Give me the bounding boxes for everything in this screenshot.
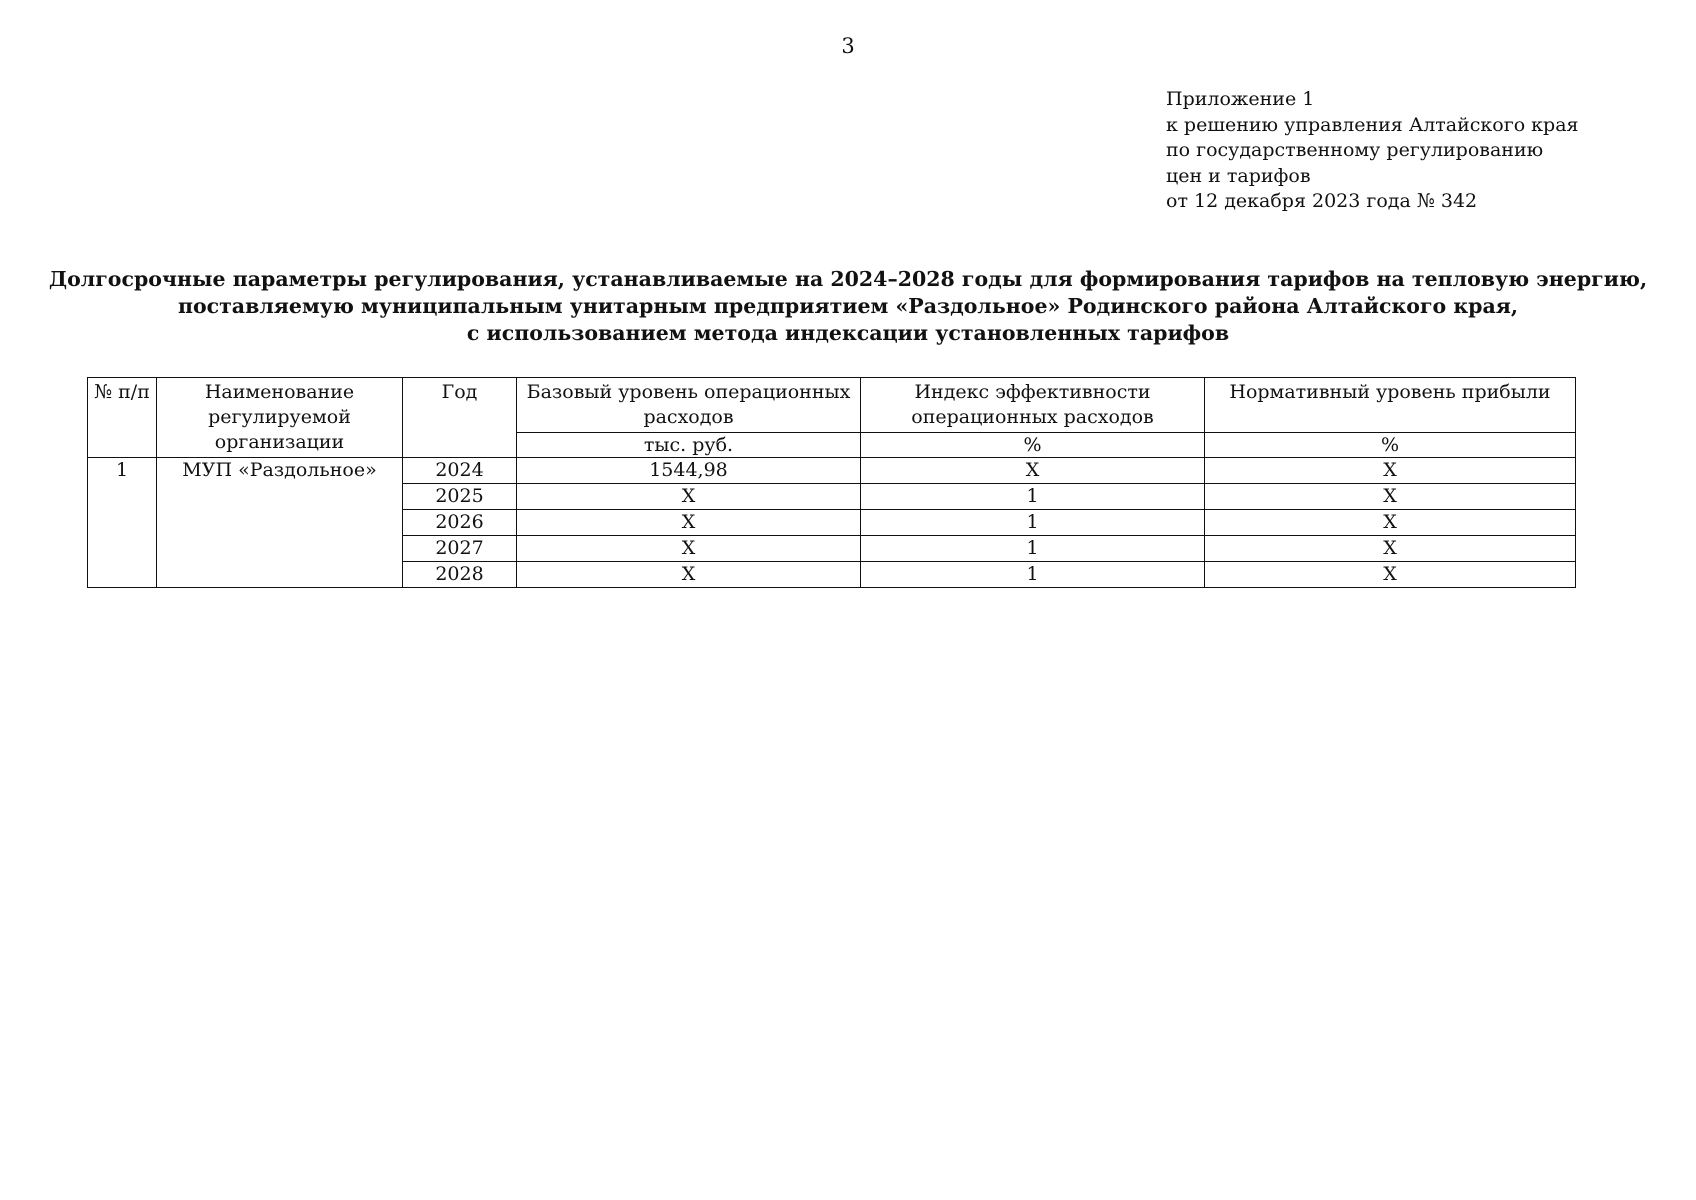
appendix-line: по государственному регулированию [1166,139,1544,161]
unit-base-opex: тыс. руб. [517,433,861,458]
cell-base-opex: Х [517,484,861,510]
appendix-line: к решению управления Алтайского края [1166,113,1579,136]
cell-profit: Х [1205,458,1576,484]
cell-base-opex: 1544,98 [517,458,861,484]
cell-year: 2025 [403,484,517,510]
cell-profit: Х [1205,484,1576,510]
cell-efficiency: 1 [861,562,1205,588]
title-line: поставляемую муниципальным унитарным предприятием «Раздольное» Родинского района Алтайского края, [177,294,1519,318]
header-row [88,378,1576,433]
unit-efficiency: % [861,433,1205,458]
appendix-line: от 12 декабря 2023 года № 342 [1166,190,1478,212]
cell-profit: Х [1205,536,1576,562]
table-row [88,458,1576,484]
cell-efficiency: Х [861,458,1205,484]
page-number: 3 [841,34,855,58]
cell-profit: Х [1205,562,1576,588]
document-title [0,266,1696,347]
title-line: Долгосрочные параметры регулирования, устанавливаемые на 2024–2028 годы для формирования тарифов на тепловую энергию, [48,267,1648,291]
header-num: № п/п [88,378,157,458]
cell-efficiency: 1 [861,510,1205,536]
title-line: с использованием метода индексации установленных тарифов [466,321,1230,345]
cell-base-opex: Х [517,536,861,562]
cell-num: 1 [88,458,157,588]
parameters-table [87,377,1576,588]
cell-base-opex: Х [517,510,861,536]
cell-year: 2027 [403,536,517,562]
header-org: Наименование регулируемой организации [157,378,403,458]
header-efficiency: Индекс эффективности операционных расходов [861,378,1205,433]
cell-base-opex: Х [517,562,861,588]
appendix-line: Приложение 1 [1166,88,1315,110]
header-base-opex: Базовый уровень операционных расходов [517,378,861,433]
unit-profit: % [1205,433,1576,458]
cell-year: 2028 [403,562,517,588]
cell-year: 2026 [403,510,517,536]
cell-profit: Х [1205,510,1576,536]
header-year: Год [403,378,517,458]
cell-efficiency: 1 [861,536,1205,562]
header-profit: Нормативный уровень прибыли [1205,378,1576,433]
cell-efficiency: 1 [861,484,1205,510]
cell-org: МУП «Раздольное» [157,458,403,588]
appendix-block [1166,87,1579,215]
appendix-line: цен и тарифов [1166,164,1311,187]
cell-year: 2024 [403,458,517,484]
